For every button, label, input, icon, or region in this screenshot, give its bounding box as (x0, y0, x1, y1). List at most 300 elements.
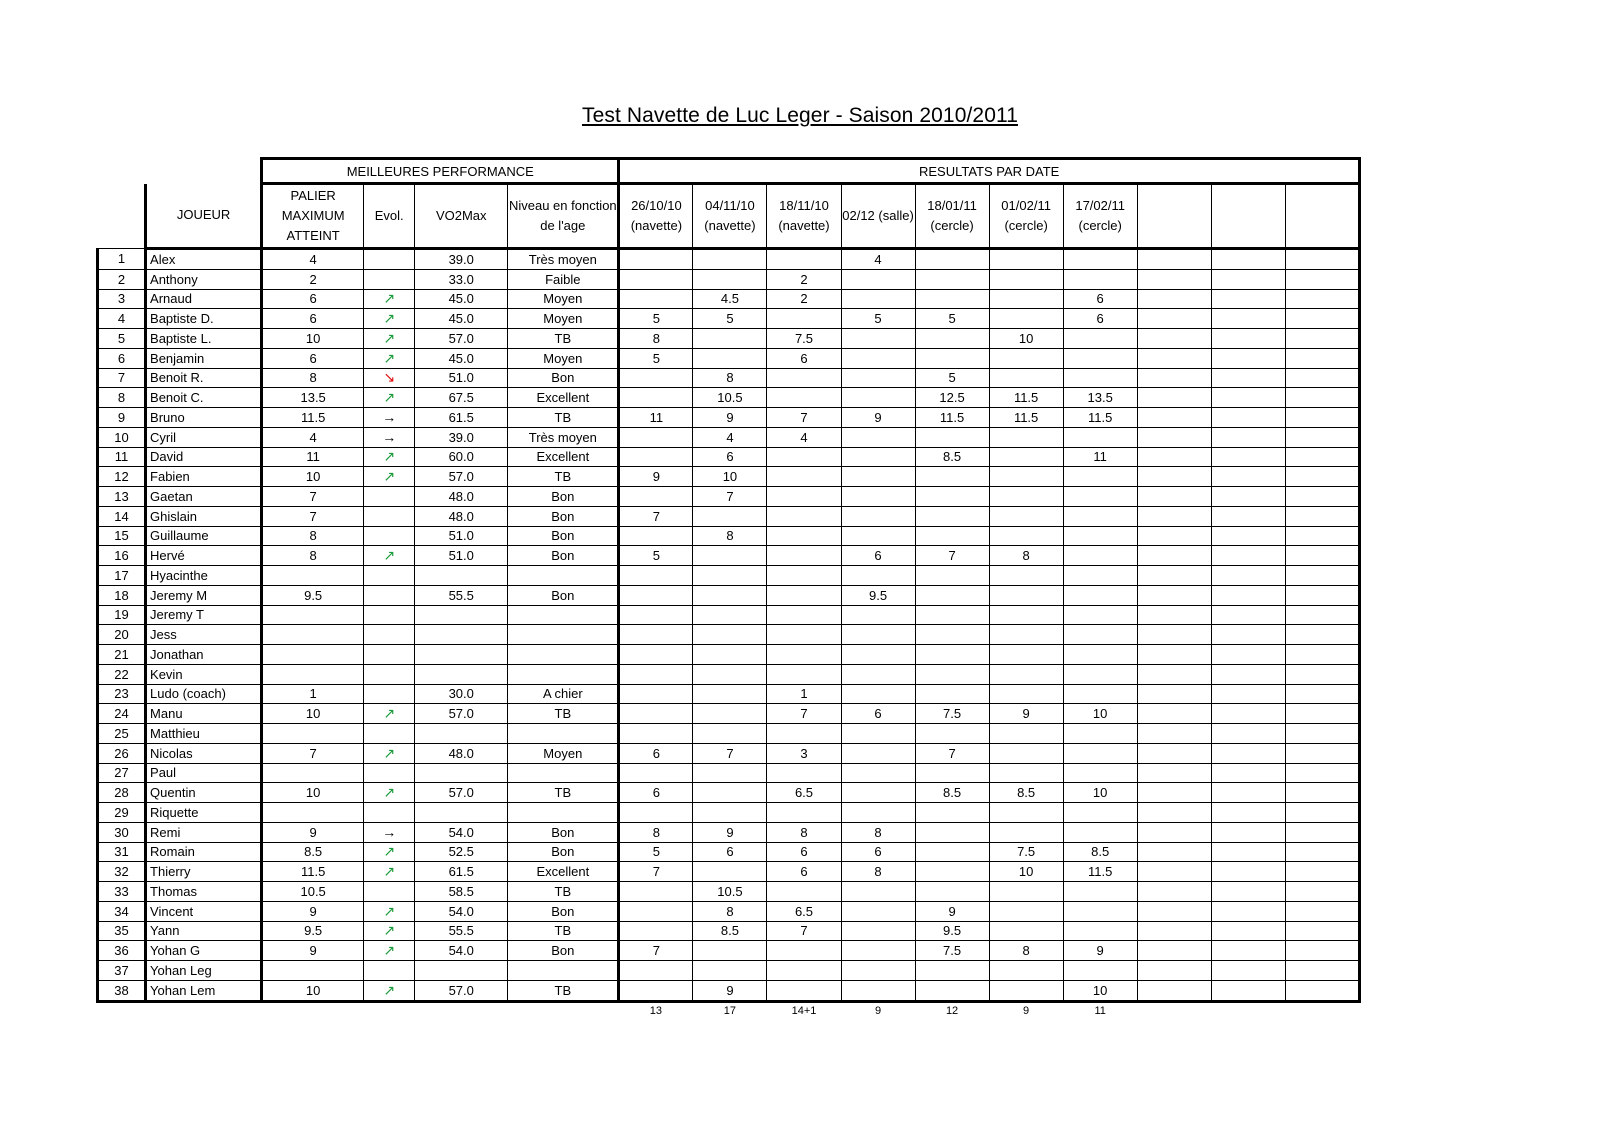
niveau-cell: TB (508, 980, 619, 1001)
date-result-cell (1285, 763, 1359, 783)
row-number: 1 (98, 249, 146, 270)
header-resultats-par-date: RESULTATS PAR DATE (619, 159, 1360, 184)
date-result-cell: 10 (1063, 783, 1137, 803)
date-result-cell: 5 (915, 309, 989, 329)
player-name: Benoit R. (146, 368, 262, 388)
date-result-cell (1211, 941, 1285, 961)
date-result-cell (915, 763, 989, 783)
row-number: 32 (98, 862, 146, 882)
date-result-cell (915, 566, 989, 586)
date-result-cell: 12.5 (915, 388, 989, 408)
vo2max-cell: 33.0 (415, 269, 508, 289)
niveau-cell: Bon (508, 546, 619, 566)
niveau-cell: Bon (508, 941, 619, 961)
date-result-cell (841, 645, 915, 665)
date-result-cell (1137, 803, 1211, 823)
date-result-cell (1285, 506, 1359, 526)
date-result-cell (1211, 427, 1285, 447)
date-result-cell (1063, 249, 1137, 270)
date-result-cell (1285, 329, 1359, 349)
row-number: 20 (98, 625, 146, 645)
date-result-cell: 10 (989, 862, 1063, 882)
row-number: 33 (98, 882, 146, 902)
date-result-cell: 5 (915, 368, 989, 388)
table-row (98, 961, 1360, 981)
row-number: 9 (98, 408, 146, 428)
evol-cell (364, 526, 415, 546)
date-result-cell (1137, 921, 1211, 941)
date-result-cell: 8 (841, 862, 915, 882)
date-result-cell (767, 961, 841, 981)
niveau-cell: Faible (508, 269, 619, 289)
header-spacer (98, 184, 146, 249)
date-result-cell (693, 783, 767, 803)
evol-cell (364, 605, 415, 625)
date-result-cell: 7 (619, 862, 693, 882)
date-result-cell (915, 724, 989, 744)
date-result-cell: 10.5 (693, 882, 767, 902)
niveau-cell: Bon (508, 368, 619, 388)
date-result-cell (1137, 763, 1211, 783)
date-result-cell: 8.5 (915, 783, 989, 803)
date-result-cell (1137, 664, 1211, 684)
evol-up-icon: ↗ (364, 546, 415, 566)
date-result-cell (693, 645, 767, 665)
vo2max-cell: 48.0 (415, 487, 508, 507)
date-result-cell (915, 249, 989, 270)
date-result-cell (1285, 526, 1359, 546)
date-result-cell (1063, 645, 1137, 665)
player-name: Cyril (146, 427, 262, 447)
niveau-cell: Moyen (508, 309, 619, 329)
palier-cell (262, 605, 364, 625)
table-row (98, 368, 1360, 388)
table-row (98, 783, 1360, 803)
date-result-cell: 6.5 (767, 901, 841, 921)
row-number: 29 (98, 803, 146, 823)
vo2max-cell: 48.0 (415, 506, 508, 526)
date-result-cell (619, 901, 693, 921)
date-result-cell (915, 980, 989, 1001)
row-number: 25 (98, 724, 146, 744)
date-result-cell: 9 (1063, 941, 1137, 961)
table-row (98, 842, 1360, 862)
date-result-cell: 7 (619, 941, 693, 961)
evol-up-icon: ↗ (364, 329, 415, 349)
palier-cell: 10.5 (262, 882, 364, 902)
date-result-cell (915, 289, 989, 309)
date-result-cell (1137, 862, 1211, 882)
vo2max-cell: 39.0 (415, 427, 508, 447)
palier-cell: 9.5 (262, 585, 364, 605)
vo2max-cell (415, 803, 508, 823)
date-result-cell (841, 526, 915, 546)
date-result-cell (989, 921, 1063, 941)
date-result-cell (915, 862, 989, 882)
date-result-cell (1063, 961, 1137, 981)
niveau-cell (508, 645, 619, 665)
palier-cell: 11 (262, 447, 364, 467)
date-result-cell: 3 (767, 743, 841, 763)
row-number: 2 (98, 269, 146, 289)
vo2max-cell: 54.0 (415, 822, 508, 842)
date-result-cell (767, 724, 841, 744)
date-result-cell: 11.5 (1063, 408, 1137, 428)
row-number: 36 (98, 941, 146, 961)
date-result-cell (915, 427, 989, 447)
date-result-cell (767, 388, 841, 408)
row-number: 15 (98, 526, 146, 546)
date-result-cell (619, 645, 693, 665)
date-result-cell (1285, 842, 1359, 862)
date-result-cell (767, 546, 841, 566)
date-result-cell (989, 664, 1063, 684)
table-row (98, 447, 1360, 467)
date-result-cell (1137, 941, 1211, 961)
table-row (98, 269, 1360, 289)
evol-up-icon: ↗ (364, 901, 415, 921)
table-row (98, 546, 1360, 566)
date-result-cell: 7 (619, 506, 693, 526)
date-result-cell (1285, 605, 1359, 625)
date-result-cell (1063, 803, 1137, 823)
date-result-cell: 6 (619, 783, 693, 803)
player-name: Benjamin (146, 348, 262, 368)
evol-up-icon: ↗ (364, 388, 415, 408)
total-count (1211, 1001, 1285, 1021)
date-result-cell: 8 (693, 901, 767, 921)
date-result-cell: 8 (693, 526, 767, 546)
evol-cell (364, 625, 415, 645)
date-result-cell (841, 901, 915, 921)
niveau-cell: TB (508, 704, 619, 724)
row-number: 34 (98, 901, 146, 921)
date-result-cell (1285, 684, 1359, 704)
date-result-cell (693, 941, 767, 961)
row-number: 28 (98, 783, 146, 803)
row-number: 22 (98, 664, 146, 684)
palier-cell (262, 566, 364, 586)
date-result-cell (1211, 526, 1285, 546)
date-result-cell (1137, 882, 1211, 902)
palier-cell: 10 (262, 980, 364, 1001)
date-result-cell (1285, 862, 1359, 882)
niveau-cell (508, 566, 619, 586)
vo2max-cell (415, 566, 508, 586)
niveau-cell (508, 763, 619, 783)
date-result-cell (1211, 329, 1285, 349)
date-result-cell (1137, 289, 1211, 309)
vo2max-cell: 51.0 (415, 368, 508, 388)
date-result-cell (915, 506, 989, 526)
date-result-cell (1137, 408, 1211, 428)
date-result-cell (1211, 901, 1285, 921)
col-joueur: JOUEUR (146, 184, 262, 249)
date-result-cell (619, 447, 693, 467)
vo2max-cell: 61.5 (415, 408, 508, 428)
date-result-cell (1285, 645, 1359, 665)
date-result-cell (1063, 664, 1137, 684)
table-row (98, 704, 1360, 724)
row-number: 21 (98, 645, 146, 665)
date-result-cell (767, 368, 841, 388)
table-row (98, 724, 1360, 744)
date-result-cell: 7 (693, 487, 767, 507)
vo2max-cell: 57.0 (415, 467, 508, 487)
niveau-cell (508, 724, 619, 744)
date-result-cell (989, 763, 1063, 783)
date-result-cell: 7 (915, 546, 989, 566)
vo2max-cell: 39.0 (415, 249, 508, 270)
date-result-cell (1211, 487, 1285, 507)
date-result-cell: 6 (841, 546, 915, 566)
date-result-cell (1285, 783, 1359, 803)
total-count: 13 (649, 1005, 662, 1017)
date-result-cell (1137, 348, 1211, 368)
date-result-cell (1211, 783, 1285, 803)
date-result-cell (1137, 526, 1211, 546)
date-result-cell (841, 803, 915, 823)
date-result-cell (989, 645, 1063, 665)
date-result-cell (1285, 427, 1359, 447)
evol-cell (364, 249, 415, 270)
date-result-cell (1137, 822, 1211, 842)
date-result-cell (989, 961, 1063, 981)
player-name: Guillaume (146, 526, 262, 546)
date-result-cell: 9.5 (915, 921, 989, 941)
header-meilleures-performance: MEILLEURES PERFORMANCE (262, 159, 619, 184)
date-result-cell (619, 625, 693, 645)
vo2max-cell: 57.0 (415, 783, 508, 803)
player-name: Yann (146, 921, 262, 941)
vo2max-cell: 51.0 (415, 546, 508, 566)
evol-up-icon: ↗ (364, 921, 415, 941)
date-result-cell (767, 980, 841, 1001)
niveau-cell: Bon (508, 822, 619, 842)
date-result-cell (1137, 467, 1211, 487)
palier-cell: 10 (262, 467, 364, 487)
niveau-cell (508, 625, 619, 645)
date-result-cell: 10 (1063, 980, 1137, 1001)
player-name: Gaetan (146, 487, 262, 507)
niveau-cell (508, 605, 619, 625)
date-result-cell (989, 625, 1063, 645)
date-result-cell (1285, 348, 1359, 368)
palier-cell: 10 (262, 783, 364, 803)
palier-cell: 4 (262, 427, 364, 447)
date-result-cell (841, 684, 915, 704)
evol-up-icon: ↗ (364, 348, 415, 368)
player-name: Paul (146, 763, 262, 783)
vo2max-cell: 57.0 (415, 329, 508, 349)
page-title: Test Navette de Luc Leger - Saison 2010/2011 (582, 104, 1018, 127)
evol-up-icon: ↗ (364, 289, 415, 309)
evol-cell (364, 961, 415, 981)
date-result-cell: 6.5 (767, 783, 841, 803)
date-result-cell (1211, 388, 1285, 408)
date-result-cell: 9 (989, 704, 1063, 724)
date-result-cell (841, 961, 915, 981)
date-result-cell (619, 368, 693, 388)
date-result-cell: 8 (989, 546, 1063, 566)
date-result-cell (619, 605, 693, 625)
date-result-cell (841, 921, 915, 941)
palier-cell: 10 (262, 704, 364, 724)
table-row (98, 743, 1360, 763)
date-result-cell (1285, 269, 1359, 289)
date-result-cell: 9 (841, 408, 915, 428)
date-result-cell (841, 980, 915, 1001)
table-row (98, 664, 1360, 684)
row-number: 4 (98, 309, 146, 329)
date-result-cell: 5 (619, 309, 693, 329)
evol-up-icon: ↗ (364, 941, 415, 961)
date-result-cell (1211, 862, 1285, 882)
vo2max-cell: 55.5 (415, 585, 508, 605)
date-result-cell (1211, 724, 1285, 744)
niveau-cell: Bon (508, 487, 619, 507)
row-number: 3 (98, 289, 146, 309)
vo2max-cell: 54.0 (415, 901, 508, 921)
date-result-cell: 6 (767, 842, 841, 862)
date-result-cell (1285, 388, 1359, 408)
col-date (1137, 184, 1211, 249)
table-row (98, 684, 1360, 704)
vo2max-cell (415, 724, 508, 744)
date-result-cell (1137, 704, 1211, 724)
col-date (1285, 184, 1359, 249)
date-result-cell (841, 487, 915, 507)
table-row (98, 862, 1360, 882)
date-result-cell: 5 (693, 309, 767, 329)
date-result-cell (1137, 309, 1211, 329)
evol-up-icon: ↗ (364, 862, 415, 882)
date-result-cell (841, 724, 915, 744)
palier-cell: 8 (262, 546, 364, 566)
table-row (98, 348, 1360, 368)
niveau-cell: Moyen (508, 348, 619, 368)
table-row (98, 506, 1360, 526)
date-result-cell (1285, 704, 1359, 724)
palier-cell (262, 724, 364, 744)
date-result-cell (1211, 585, 1285, 605)
palier-cell: 6 (262, 309, 364, 329)
date-result-cell (915, 329, 989, 349)
vo2max-cell: 45.0 (415, 348, 508, 368)
player-name: Thierry (146, 862, 262, 882)
date-result-cell: 7.5 (989, 842, 1063, 862)
date-result-cell (841, 941, 915, 961)
date-result-cell: 5 (619, 842, 693, 862)
date-result-cell (619, 388, 693, 408)
date-result-cell (1211, 882, 1285, 902)
palier-cell: 8 (262, 526, 364, 546)
date-result-cell: 7 (767, 704, 841, 724)
row-number: 27 (98, 763, 146, 783)
player-name: Yohan G (146, 941, 262, 961)
vo2max-cell: 61.5 (415, 862, 508, 882)
date-result-cell (1211, 566, 1285, 586)
vo2max-cell (415, 645, 508, 665)
date-result-cell (1063, 763, 1137, 783)
date-result-cell: 8 (693, 368, 767, 388)
date-result-cell (1285, 625, 1359, 645)
date-result-cell (1063, 506, 1137, 526)
table-row (98, 467, 1360, 487)
date-result-cell (1063, 724, 1137, 744)
date-result-cell (1211, 348, 1285, 368)
date-result-cell (693, 704, 767, 724)
date-result-cell (1137, 269, 1211, 289)
evol-cell (364, 269, 415, 289)
player-name: Jess (146, 625, 262, 645)
total-count (1285, 1001, 1359, 1021)
date-result-cell: 10 (1063, 704, 1137, 724)
date-result-cell (1285, 447, 1359, 467)
col-date: 04/11/10 (navette) (693, 184, 767, 249)
date-result-cell (989, 605, 1063, 625)
date-result-cell (619, 921, 693, 941)
date-result-cell (1285, 980, 1359, 1001)
date-result-cell (841, 269, 915, 289)
date-result-cell: 7.5 (767, 329, 841, 349)
date-result-cell (1211, 803, 1285, 823)
date-result-cell: 10 (989, 329, 1063, 349)
table-row (98, 526, 1360, 546)
col-date: 18/11/10 (navette) (767, 184, 841, 249)
row-number: 19 (98, 605, 146, 625)
palier-cell: 4 (262, 249, 364, 270)
evol-right-icon: → (364, 427, 415, 447)
date-result-cell (767, 447, 841, 467)
date-result-cell (767, 645, 841, 665)
date-result-cell: 6 (693, 447, 767, 467)
date-result-cell: 6 (767, 348, 841, 368)
palier-cell: 11.5 (262, 862, 364, 882)
date-result-cell (1211, 309, 1285, 329)
date-result-cell (841, 783, 915, 803)
vo2max-cell (415, 664, 508, 684)
vo2max-cell: 67.5 (415, 388, 508, 408)
date-result-cell (619, 487, 693, 507)
row-number: 12 (98, 467, 146, 487)
date-result-cell (1285, 309, 1359, 329)
player-name: Benoit C. (146, 388, 262, 408)
date-result-cell (693, 763, 767, 783)
date-result-cell (1137, 961, 1211, 981)
col-evol: Evol. (364, 184, 415, 249)
date-result-cell (1285, 368, 1359, 388)
vo2max-cell: 55.5 (415, 921, 508, 941)
date-result-cell (989, 427, 1063, 447)
date-result-cell (1211, 605, 1285, 625)
date-result-cell (841, 329, 915, 349)
date-result-cell: 10 (693, 467, 767, 487)
palier-cell: 8 (262, 368, 364, 388)
date-result-cell: 4 (693, 427, 767, 447)
niveau-cell: Excellent (508, 388, 619, 408)
date-result-cell (841, 289, 915, 309)
date-result-cell: 11.5 (989, 388, 1063, 408)
date-result-cell (1211, 921, 1285, 941)
date-result-cell (1285, 585, 1359, 605)
date-result-cell (619, 664, 693, 684)
col-date: 01/02/11 (cercle) (989, 184, 1063, 249)
date-result-cell (915, 467, 989, 487)
player-name: Baptiste L. (146, 329, 262, 349)
date-result-cell (1285, 822, 1359, 842)
date-result-cell (693, 585, 767, 605)
